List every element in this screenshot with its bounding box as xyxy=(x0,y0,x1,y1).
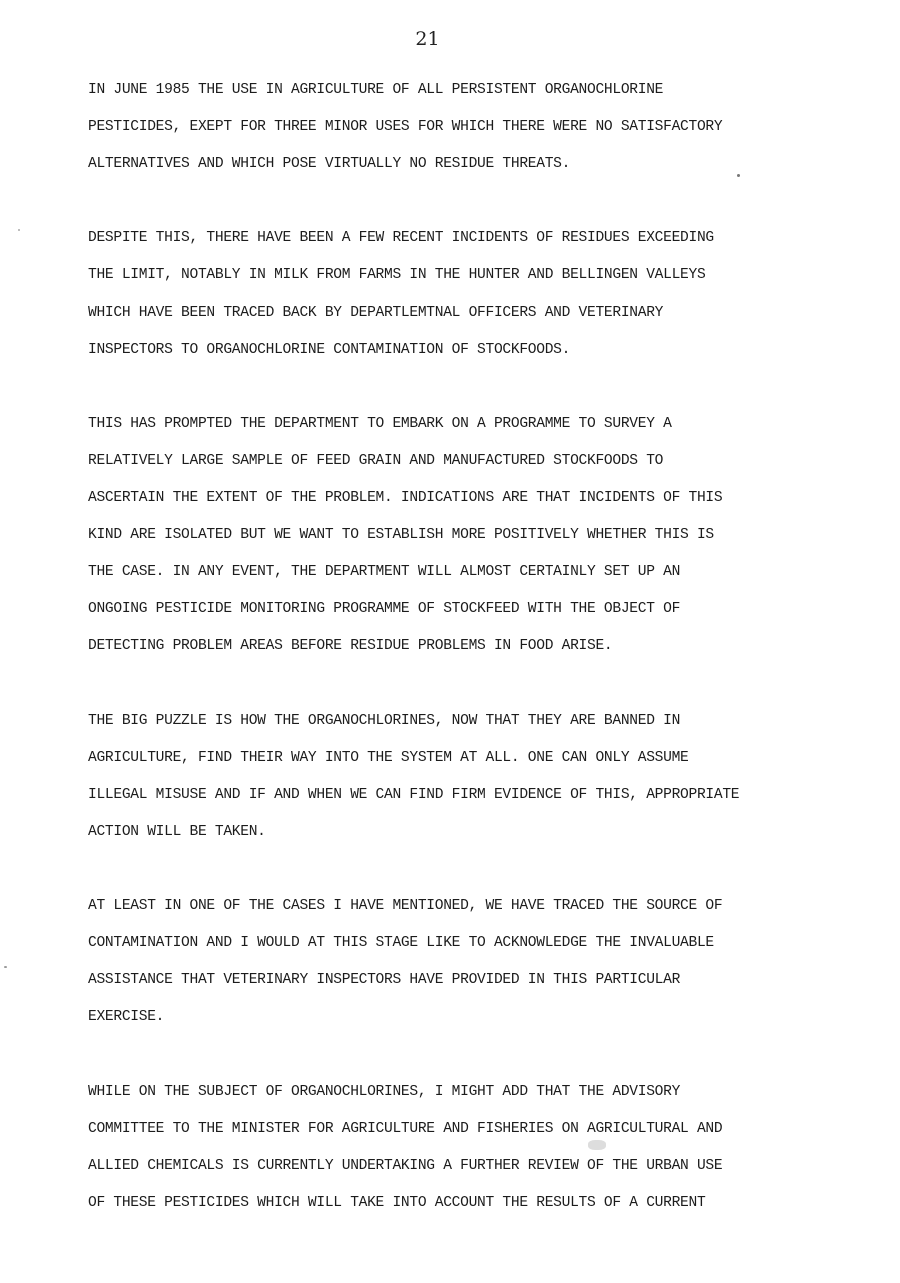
text-line: RELATIVELY LARGE SAMPLE OF FEED GRAIN AND MANUFACTURED STOCKFOODS TO xyxy=(88,452,664,469)
text-line: ALTERNATIVES AND WHICH POSE VIRTUALLY NO RESIDUE THREATS. xyxy=(88,156,571,173)
paragraph-6 xyxy=(88,1074,868,1222)
text-line: ALLIED CHEMICALS IS CURRENTLY UNDERTAKING A FURTHER REVIEW OF THE URBAN USE xyxy=(88,1157,723,1174)
text-line: ILLEGAL MISUSE AND IF AND WHEN WE CAN FIND FIRM EVIDENCE OF THIS, APPROPRIATE xyxy=(88,786,740,803)
scan-speck xyxy=(4,966,7,968)
page-number: 21 xyxy=(415,28,440,50)
text-line: CONTAMINATION AND I WOULD AT THIS STAGE LIKE TO ACKNOWLEDGE THE INVALUABLE xyxy=(88,935,714,952)
paragraph-1 xyxy=(88,72,868,183)
text-line: THE LIMIT, NOTABLY IN MILK FROM FARMS IN THE HUNTER AND BELLINGEN VALLEYS xyxy=(88,267,706,284)
text-line: THIS HAS PROMPTED THE DEPARTMENT TO EMBARK ON A PROGRAMME TO SURVEY A xyxy=(88,415,672,432)
text-line: DESPITE THIS, THERE HAVE BEEN A FEW RECENT INCIDENTS OF RESIDUES EXCEEDING xyxy=(88,230,714,247)
text-line: KIND ARE ISOLATED BUT WE WANT TO ESTABLISH MORE POSITIVELY WHETHER THIS IS xyxy=(88,527,714,544)
text-line: ASSISTANCE THAT VETERINARY INSPECTORS HAVE PROVIDED IN THIS PARTICULAR xyxy=(88,972,681,989)
paragraph-3 xyxy=(88,406,868,666)
text-line: PESTICIDES, EXEPT FOR THREE MINOR USES FOR WHICH THERE WERE NO SATISFACTORY xyxy=(88,119,723,136)
text-line: OF THESE PESTICIDES WHICH WILL TAKE INTO ACCOUNT THE RESULTS OF A CURRENT xyxy=(88,1194,706,1211)
scan-speck xyxy=(588,1140,606,1150)
document-body xyxy=(88,72,868,1259)
paragraph-5 xyxy=(88,888,868,1036)
text-line: IN JUNE 1985 THE USE IN AGRICULTURE OF ALL PERSISTENT ORGANOCHLORINE xyxy=(88,82,664,98)
scan-speck xyxy=(737,174,740,177)
text-line: AGRICULTURE, FIND THEIR WAY INTO THE SYSTEM AT ALL. ONE CAN ONLY ASSUME xyxy=(88,749,689,766)
scan-speck xyxy=(18,229,20,231)
text-line: WHILE ON THE SUBJECT OF ORGANOCHLORINES, I MIGHT ADD THAT THE ADVISORY xyxy=(88,1083,681,1100)
text-line: AT LEAST IN ONE OF THE CASES I HAVE MENTIONED, WE HAVE TRACED THE SOURCE OF xyxy=(88,898,723,915)
paragraph-4 xyxy=(88,703,868,851)
text-line: DETECTING PROBLEM AREAS BEFORE RESIDUE PROBLEMS IN FOOD ARISE. xyxy=(88,638,613,655)
text-line: ONGOING PESTICIDE MONITORING PROGRAMME OF STOCKFEED WITH THE OBJECT OF xyxy=(88,601,681,618)
text-line: ASCERTAIN THE EXTENT OF THE PROBLEM. INDICATIONS ARE THAT INCIDENTS OF THIS xyxy=(88,490,723,507)
text-line: EXERCISE. xyxy=(88,1009,165,1026)
text-line: THE BIG PUZZLE IS HOW THE ORGANOCHLORINES, NOW THAT THEY ARE BANNED IN xyxy=(88,712,681,729)
text-line: INSPECTORS TO ORGANOCHLORINE CONTAMINATION OF STOCKFOODS. xyxy=(88,341,571,358)
text-line: ACTION WILL BE TAKEN. xyxy=(88,823,266,840)
text-line: COMMITTEE TO THE MINISTER FOR AGRICULTURE AND FISHERIES ON AGRICULTURAL AND xyxy=(88,1120,723,1137)
paragraph-2 xyxy=(88,220,868,368)
text-line: WHICH HAVE BEEN TRACED BACK BY DEPARTLEMTNAL OFFICERS AND VETERINARY xyxy=(88,304,664,321)
text-line: THE CASE. IN ANY EVENT, THE DEPARTMENT WILL ALMOST CERTAINLY SET UP AN xyxy=(88,564,681,581)
